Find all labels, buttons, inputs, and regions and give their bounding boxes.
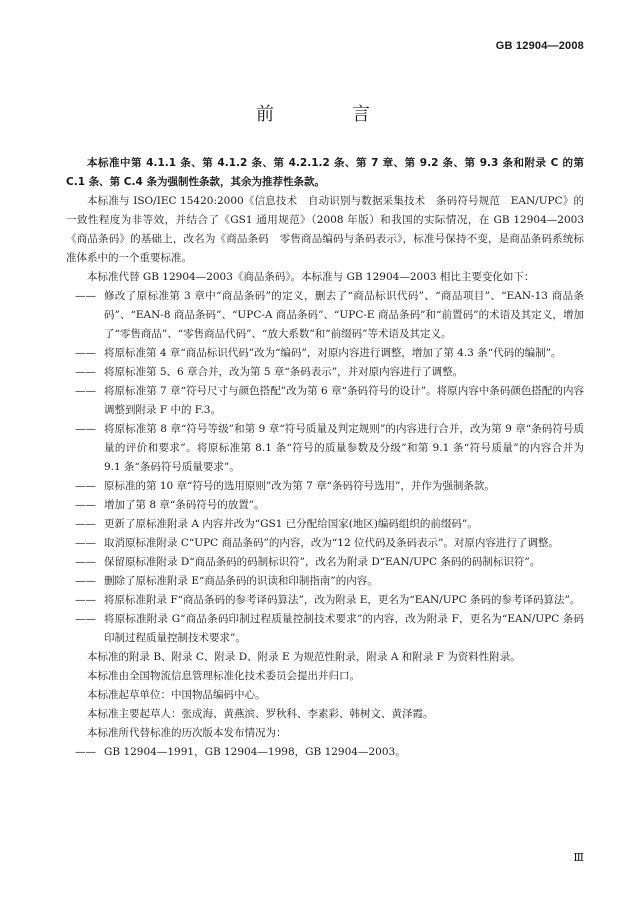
list-dash: —— (75, 290, 96, 302)
list-item-text: 将原标准第 4 章“商品标识代码”改为“编码”，对原内容进行调整，增加了第 4.3 条“代码的编制”。 (104, 347, 562, 359)
list-dash: —— (75, 613, 96, 625)
list-item (66, 363, 584, 382)
list-item (66, 496, 584, 515)
history-intro-paragraph: 本标准所代替标准的历次版本发布情况为： (87, 727, 287, 739)
list-item-text: 将原标准附录 F“商品条码的参考译码算法”，改为附录 E，更名为“EAN/UPC 条码的参考译码算法”。 (104, 594, 581, 606)
list-dash: —— (75, 594, 96, 606)
proposer-paragraph: 本标准由全国物流信息管理标准化技术委员会提出并归口。 (87, 670, 360, 682)
list-item (66, 477, 584, 496)
list-item-text: 将原标准第 5、6 章合并，改为第 5 章“条码表示”，并对原内容进行了调整。 (104, 366, 464, 378)
changes-list (66, 287, 584, 648)
list-dash: —— (75, 537, 96, 549)
list-item-text: 更新了原标准附录 A 内容并改为“GS1 已分配给国家(地区)编码组织的前缀码”。 (104, 518, 478, 530)
replaces-paragraph: 本标准代替 GB 12904—2003《商品条码》。本标准与 GB 12904—2003 相比主要变化如下： (87, 271, 535, 283)
preface-body (66, 154, 584, 762)
list-item-text: 将原标准附录 G“商品条码印制过程质量控制技术要求”的内容，改为附录 F，更名为“EAN/UPC 条码印制过程质量控制技术要求”。 (104, 613, 584, 644)
page-number: Ⅲ (573, 851, 584, 864)
list-item-text: 修改了原标准第 3 章中“商品条码”的定义，删去了“商品标识代码”、“商品项目”、“EAN-13 商品条码”、“EAN-8 商品条码”、“UPC-A 商品条码”、“UPC-E 商品条码”和“前置码”的术语及其定义，增加了“零售商品”、“零售商品代码”、“放大系数”和“前缀码”等术语及其定义。 (104, 290, 584, 340)
list-item (66, 553, 584, 572)
list-item (66, 515, 584, 534)
page-title: 前 言 (256, 104, 400, 125)
history-text: GB 12904—1991，GB 12904—1998，GB 12904—2003。 (104, 746, 406, 758)
list-item (66, 591, 584, 610)
list-item (66, 610, 584, 648)
list-item-text: 取消原标准附录 C“UPC 商品条码”的内容，改为“12 位代码及条码表示”。对原内容进行了调整。 (104, 537, 559, 549)
list-item-text: 删除了原标准附录 E“商品条码的识读和印制指南”的内容。 (104, 575, 378, 587)
list-item-text: 原标准的第 10 章“符号的选用原则”改为第 7 章“条码符号选用”，并作为强制条款。 (104, 480, 495, 492)
list-dash: —— (75, 499, 96, 511)
mandatory-clause-paragraph: 本标准中第 4.1.1 条、第 4.1.2 条、第 4.2.1.2 条、第 7 章、第 9.2 条、第 9.3 条和附录 C 的第 C.1 条、第 C.4 条为强制性条款，其余为推荐性条款。 (66, 157, 584, 188)
list-item-text: 将原标准第 8 章“符号等级”和第 9 章“符号质量及判定规则”的内容进行合并，改为第 9 章“条码符号质量的评价和要求”。将原标准第 8.1 条“符号的质量参数及分级”和第 9.1 条“符号质量”的内容合并为 9.1 条“条码符号质量要求”。 (104, 423, 584, 473)
list-dash: —— (75, 366, 96, 378)
list-item (66, 572, 584, 591)
standard-code: GB 12904—2008 (495, 40, 584, 52)
list-item (66, 382, 584, 420)
drafting-org-paragraph: 本标准起草单位：中国物品编码中心。 (87, 689, 266, 701)
list-dash: —— (75, 575, 96, 587)
list-item-text: 将原标准第 7 章“符号尺寸与颜色搭配”改为第 6 章“条码符号的设计”。将原内容中条码颜色搭配的内容调整到附录 F 中的 F.3。 (104, 385, 584, 416)
list-item (66, 287, 584, 344)
equivalence-paragraph: 本标准与 ISO/IEC 15420:2000《信息技术 自动识别与数据采集技术 条码符号规范 EAN/UPC》的一致性程度为非等效，并结合了《GS1 通用规范》（2008 年版）和我国的实际情况，在 GB 12904—2003《商品条码》的基础上，改名为《商品条码 零售商品编码与条码表示》，标准号保持不变，是商品条码系统标准体系中的一个重要标准。 (66, 195, 584, 264)
list-dash: —— (75, 518, 96, 530)
list-dash: —— (75, 423, 96, 435)
list-item (66, 420, 584, 477)
list-item-text: 增加了第 8 章“条码符号的放置”。 (104, 499, 265, 511)
list-dash: —— (75, 347, 96, 359)
list-item (66, 534, 584, 553)
drafters-paragraph: 本标准主要起草人：张成海、黄燕滨、罗秋科、李素彩、韩树文、黄泽霞。 (87, 708, 434, 720)
list-dash: —— (75, 385, 96, 397)
list-dash: —— (75, 556, 96, 568)
list-dash: —— (75, 480, 96, 492)
annex-nature-paragraph: 本标准的附录 B、附录 C、附录 D、附录 E 为规范性附录，附录 A 和附录 F 为资料性附录。 (87, 651, 521, 663)
list-dash: —— (75, 746, 96, 758)
list-item (66, 344, 584, 363)
history-item (66, 743, 584, 762)
list-item-text: 保留原标准附录 D“商品条码的码制标识符”，改名为附录 D“EAN/UPC 条码的码制标识符”。 (104, 556, 541, 568)
